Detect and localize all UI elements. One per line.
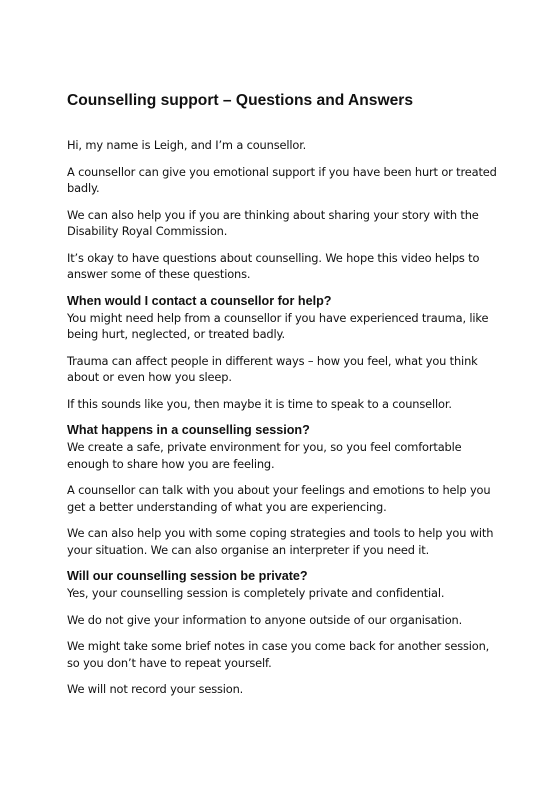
- section-heading: When would I contact a counsellor for help?: [67, 293, 332, 308]
- section-privacy: [67, 568, 497, 698]
- section-paragraph: We do not give your information to anyone outside of our organisation.: [67, 612, 463, 627]
- section-paragraph: We will not record your session.: [67, 682, 244, 696]
- section-heading: What happens in a counselling session?: [67, 423, 310, 437]
- section-paragraph: We might take some brief notes in case you come back for another session, so you don’t have to repeat yourself.: [67, 639, 490, 670]
- section-paragraph: Yes, your counselling session is completely private and confidential.: [67, 586, 445, 600]
- intro-paragraph: We can also help you if you are thinking about sharing your story with the Disability Royal Commission.: [67, 207, 479, 238]
- document-page: [67, 92, 497, 708]
- intro-paragraph: A counsellor can give you emotional support if you have been hurt or treated badly.: [67, 164, 497, 195]
- section-paragraph: If this sounds like you, then maybe it is time to speak to a counsellor.: [67, 396, 452, 411]
- section-when-to-contact: [67, 293, 497, 413]
- section-paragraph: Trauma can affect people in different ways – how you feel, what you think about or even how you sleep.: [67, 353, 478, 384]
- section-heading: Will our counselling session be private?: [67, 569, 308, 583]
- intro-block: [67, 137, 497, 283]
- document-title: Counselling support – Questions and Answers: [67, 92, 413, 109]
- section-paragraph: You might need help from a counsellor if you have experienced trauma, like being hurt, neglected, or treated badly.: [67, 310, 489, 341]
- section-paragraph: We create a safe, private environment for you, so you feel comfortable enough to share how you are feeling.: [67, 440, 462, 471]
- intro-paragraph: Hi, my name is Leigh, and I’m a counsellor.: [67, 138, 307, 152]
- section-paragraph: A counsellor can talk with you about your feelings and emotions to help you get a better understanding of what you are experiencing.: [67, 483, 491, 514]
- section-paragraph: We can also help you with some coping strategies and tools to help you with your situation. We can also organise an interpreter if you need it.: [67, 526, 494, 557]
- intro-paragraph: It’s okay to have questions about counselling. We hope this video helps to answer some of these questions.: [67, 250, 480, 281]
- section-what-happens: [67, 422, 497, 558]
